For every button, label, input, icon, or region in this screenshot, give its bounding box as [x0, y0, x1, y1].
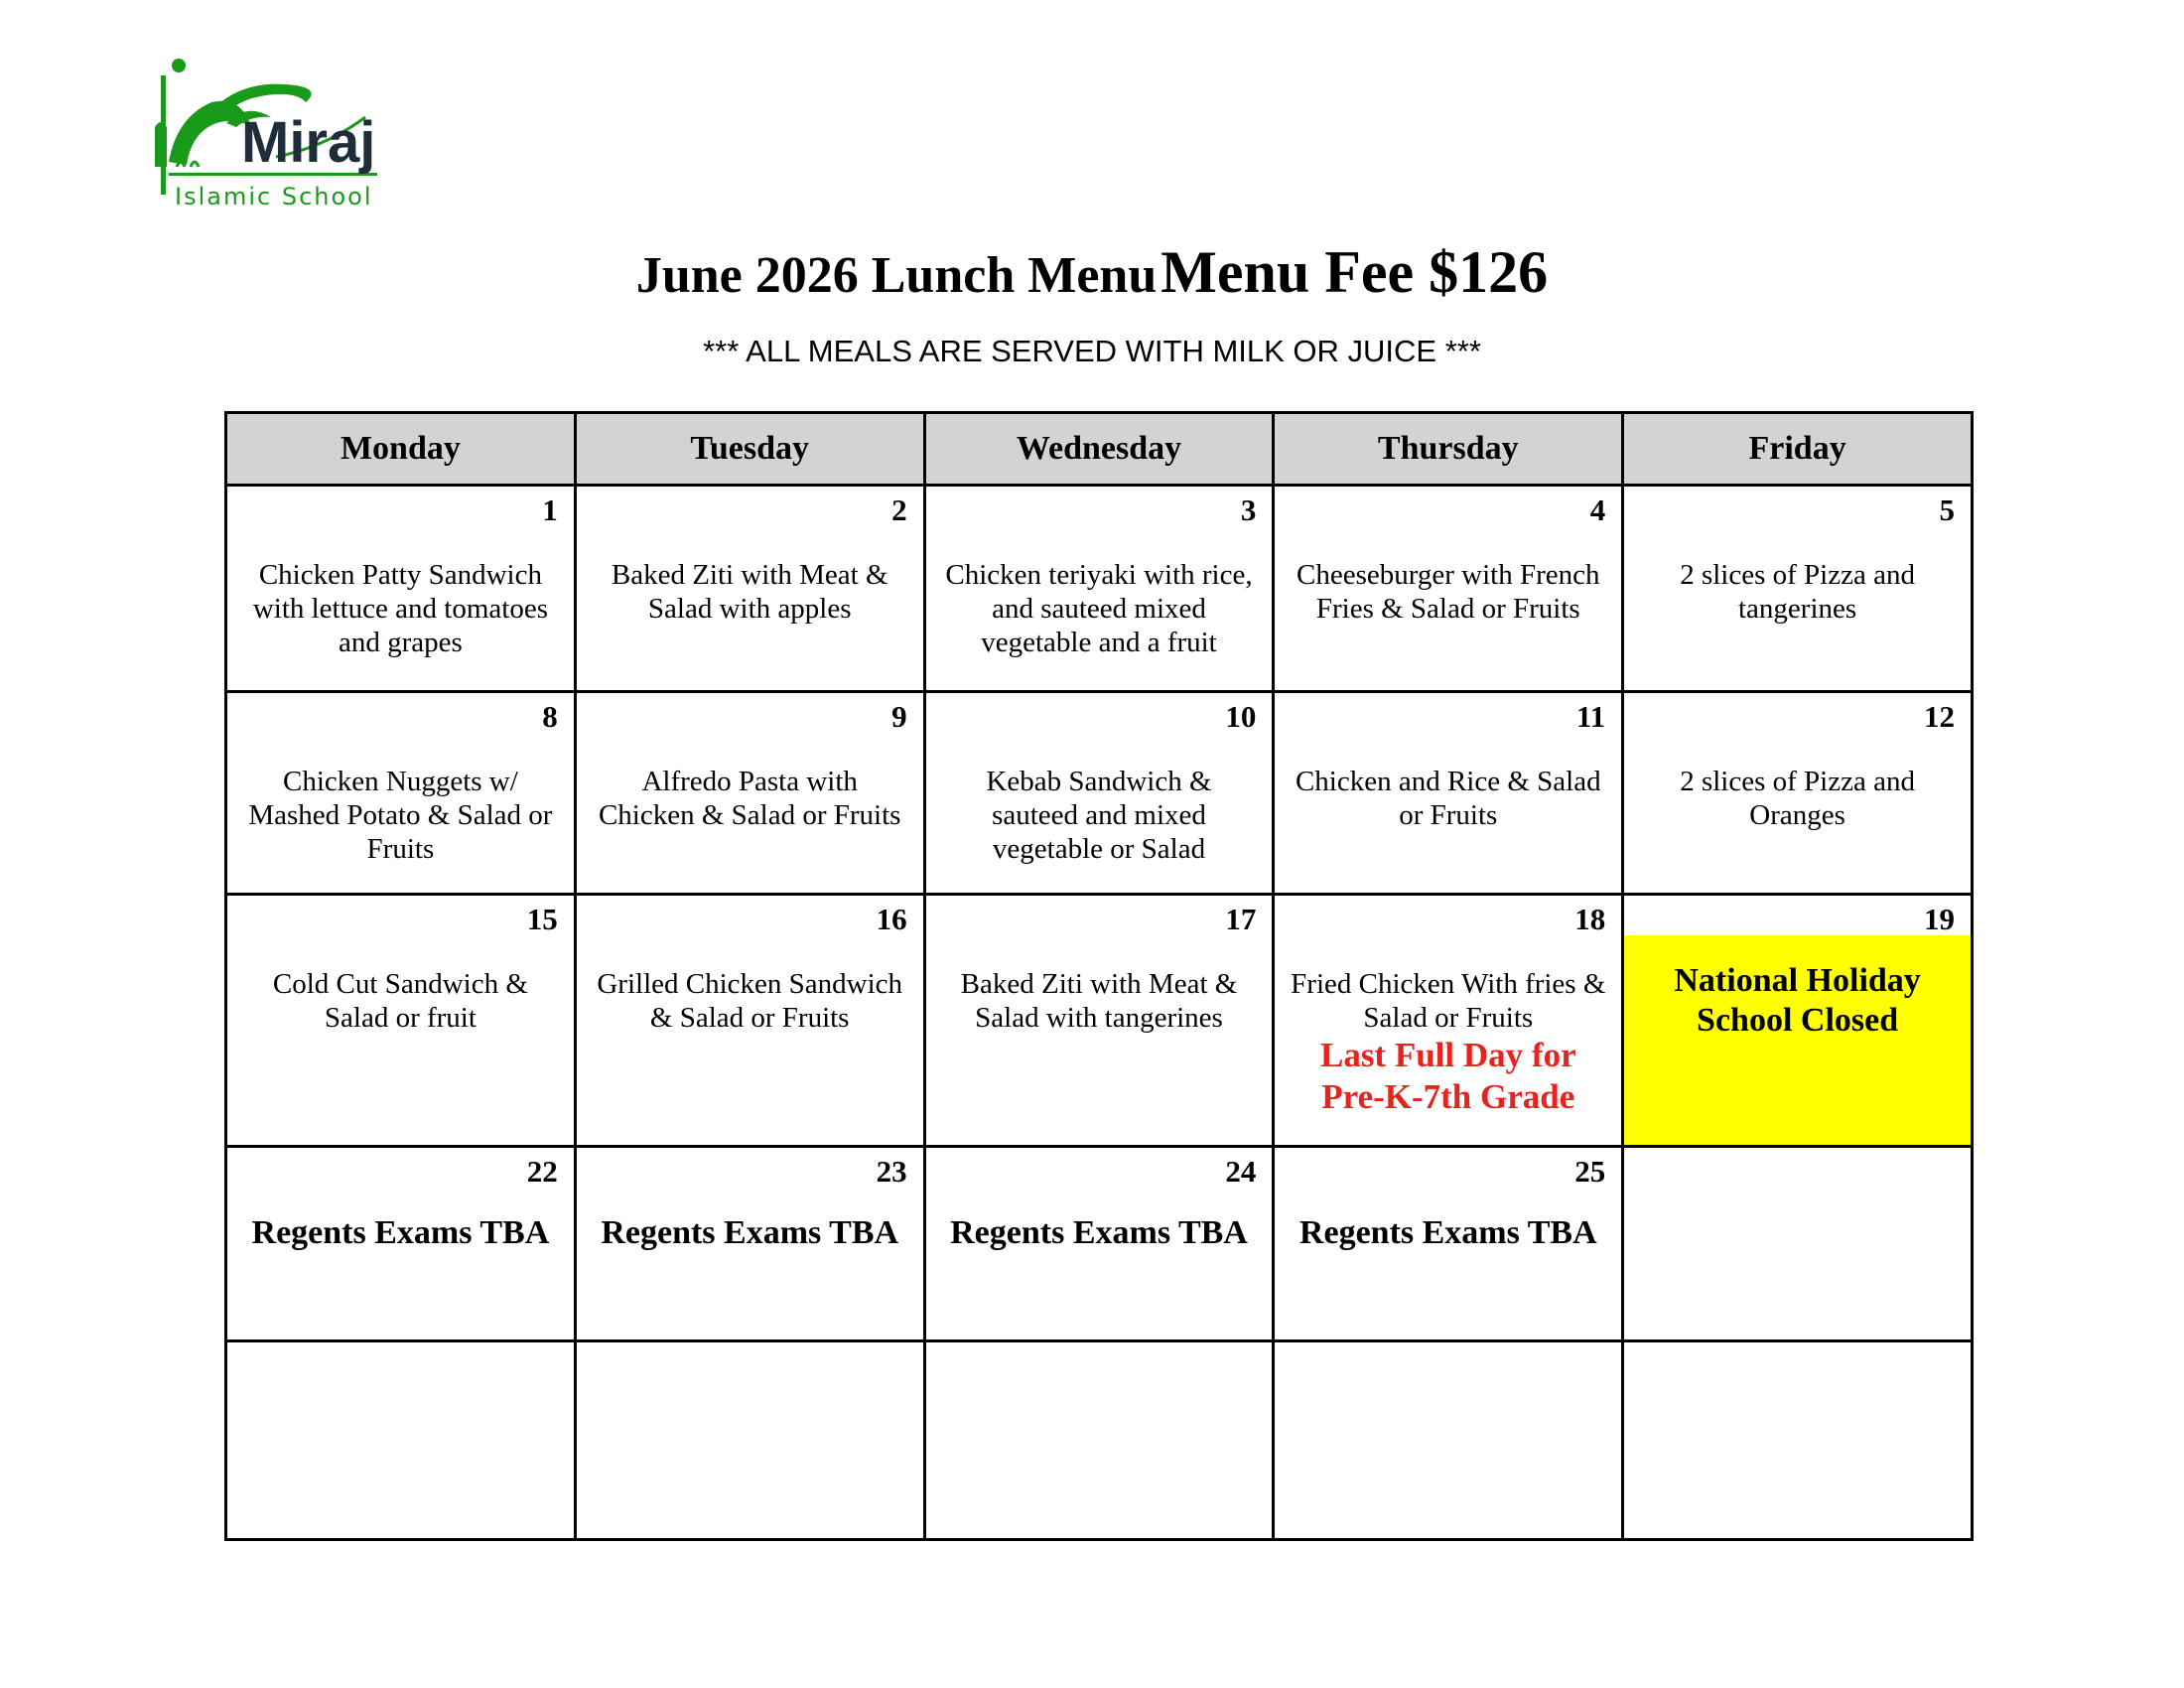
- day-cell: [1274, 1147, 1623, 1341]
- meal-with-note: [1289, 967, 1607, 1118]
- day-number: 17: [1225, 902, 1257, 936]
- meal-description: Kebab Sandwich & sauteed and mixed vegetable or Salad: [986, 766, 1212, 865]
- holiday-cell: [1623, 895, 1973, 1147]
- empty-day-cell: [924, 1341, 1274, 1540]
- meal-description: Cheeseburger with French Fries & Salad or Fruits: [1297, 559, 1600, 625]
- weekday-friday: Friday: [1623, 413, 1973, 486]
- empty-day-cell: [226, 1341, 576, 1540]
- lunch-calendar: [224, 411, 1974, 1541]
- meal-description: Chicken teriyaki with rice, and sauteed mixed vegetable and a fruit: [945, 559, 1253, 658]
- day-cell: [575, 486, 924, 692]
- day-number: 2: [891, 492, 907, 527]
- menu-fee: Menu Fee $126: [1160, 239, 1549, 305]
- day-number: 4: [1589, 492, 1606, 527]
- day-cell: [924, 486, 1274, 692]
- day-cell: [1274, 486, 1623, 692]
- day-cell: [1274, 692, 1623, 895]
- day-cell: [1623, 692, 1973, 895]
- meal-description: Chicken Patty Sandwich with lettuce and tomatoes and grapes: [252, 559, 548, 658]
- weekday-wednesday: Wednesday: [924, 413, 1274, 486]
- day-number: 24: [1225, 1154, 1257, 1189]
- meal-description: Baked Ziti with Meat & Salad with tangerines: [960, 968, 1238, 1034]
- empty-day-cell: [1274, 1341, 1623, 1540]
- day-cell: [924, 692, 1274, 895]
- meal-description: Grilled Chicken Sandwich & Salad or Fruits: [597, 968, 903, 1034]
- day-number: 10: [1225, 699, 1257, 734]
- day-number: 15: [526, 902, 558, 936]
- meal-description: Fried Chicken With fries & Salad or Fruits: [1291, 968, 1606, 1034]
- day-number: 12: [1924, 699, 1955, 734]
- logo-subtitle: Islamic School: [175, 183, 373, 211]
- meal-description: Baked Ziti with Meat & Salad with apples: [611, 559, 888, 625]
- empty-day-cell: [575, 1341, 924, 1540]
- day-number: 18: [1574, 902, 1606, 936]
- day-cell: [226, 692, 576, 895]
- meal-description: Chicken and Rice & Salad or Fruits: [1295, 766, 1601, 831]
- holiday-label: National Holiday School Closed: [1674, 962, 1921, 1039]
- day-cell: [924, 895, 1274, 1147]
- day-cell: [1274, 895, 1623, 1147]
- day-cell: [226, 486, 576, 692]
- day-number: 19: [1924, 902, 1955, 936]
- day-number: 23: [876, 1154, 907, 1189]
- day-number: 9: [891, 699, 907, 734]
- exam-label: Regents Exams TBA: [950, 1214, 1248, 1251]
- week-row: [226, 692, 1973, 895]
- school-logo: [147, 58, 395, 216]
- empty-day-cell: [1623, 1147, 1973, 1341]
- day-cell: [924, 1147, 1274, 1341]
- exam-label: Regents Exams TBA: [251, 1214, 550, 1251]
- day-number: 25: [1574, 1154, 1606, 1189]
- day-cell: [1623, 486, 1973, 692]
- exam-label: Regents Exams TBA: [601, 1214, 899, 1251]
- day-number: 22: [526, 1154, 558, 1189]
- day-number: 8: [542, 699, 558, 734]
- week-row: [226, 486, 1973, 692]
- page-title: [0, 238, 2184, 307]
- day-cell: [575, 1147, 924, 1341]
- empty-day-cell: [1623, 1341, 1973, 1540]
- weekday-thursday: Thursday: [1274, 413, 1623, 486]
- week-row: [226, 895, 1973, 1147]
- week-row-empty: [226, 1341, 1973, 1540]
- week-row: [226, 1147, 1973, 1341]
- exam-label: Regents Exams TBA: [1298, 1214, 1597, 1251]
- meal-description: Chicken Nuggets w/ Mashed Potato & Salad or Fruits: [248, 766, 553, 865]
- day-number: 11: [1575, 699, 1606, 734]
- weekday-header-row: [226, 413, 1973, 486]
- weekday-tuesday: Tuesday: [575, 413, 924, 486]
- day-cell: [575, 692, 924, 895]
- milk-juice-note: *** ALL MEALS ARE SERVED WITH MILK OR JUICE ***: [703, 334, 1481, 368]
- meal-description: 2 slices of Pizza and Oranges: [1680, 766, 1915, 831]
- last-day-note: Last Full Day for Pre-K-7th Grade: [1319, 1036, 1576, 1116]
- day-number: 3: [1240, 492, 1257, 527]
- weekday-monday: Monday: [226, 413, 576, 486]
- menu-title: June 2026 Lunch Menu: [635, 247, 1158, 304]
- meal-description: 2 slices of Pizza and tangerines: [1680, 559, 1915, 625]
- day-number: 5: [1939, 492, 1955, 527]
- day-cell: [226, 1147, 576, 1341]
- logo-name: Miraj: [241, 110, 376, 175]
- day-number: 16: [876, 902, 907, 936]
- meal-description: Cold Cut Sandwich & Salad or fruit: [272, 968, 528, 1034]
- day-cell: [226, 895, 576, 1147]
- meal-description: Alfredo Pasta with Chicken & Salad or Fruits: [598, 766, 901, 831]
- day-cell: [575, 895, 924, 1147]
- day-number: 1: [542, 492, 558, 527]
